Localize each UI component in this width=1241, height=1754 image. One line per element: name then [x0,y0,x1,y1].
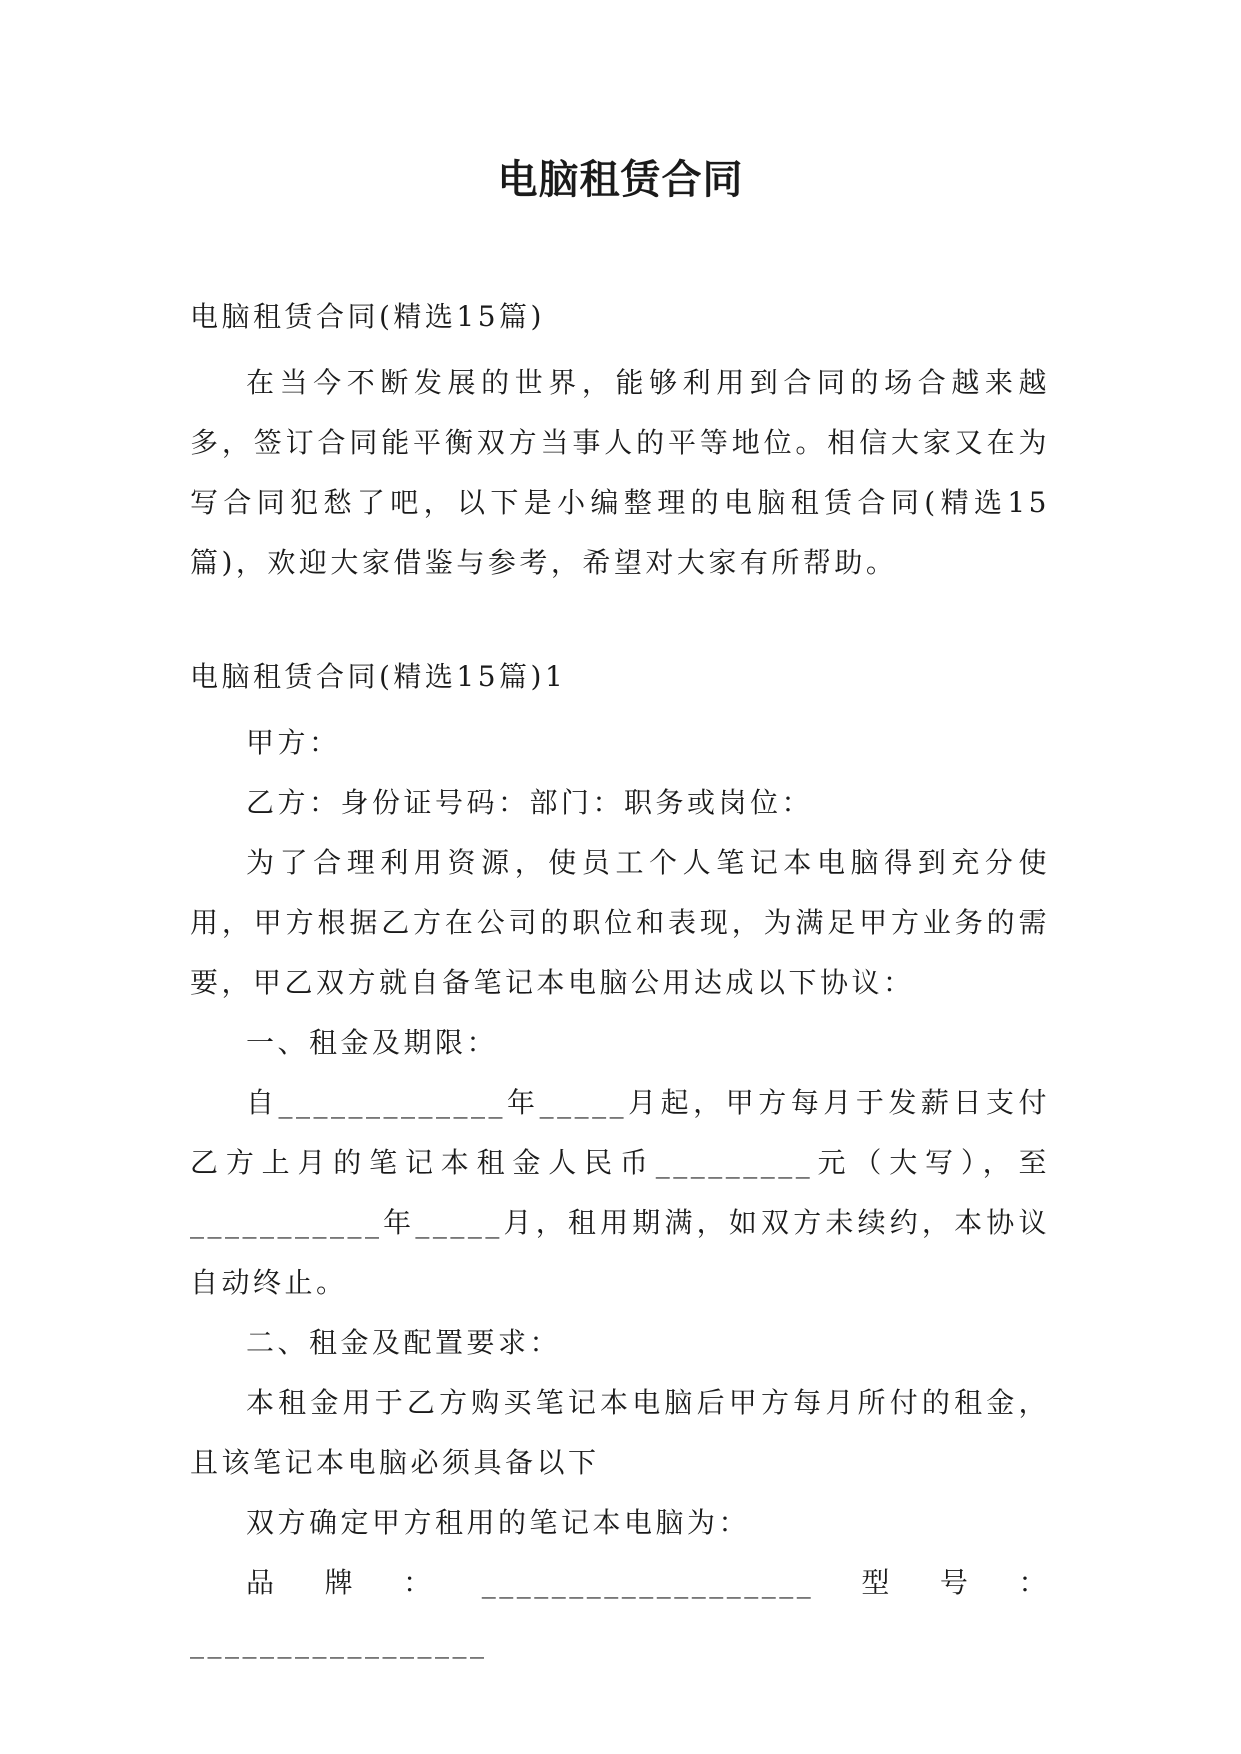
confirm-line: 双方确定甲方租用的笔记本电脑为： [246,1506,751,1539]
intro-paragraph: 在当今不断发展的世界，能够利用到合同的场合越来越多，签订合同能平衡双方当事人的平等地位。相信大家又在为写合同犯愁了吧，以下是小编整理的电脑租赁合同(精选15篇)，欢迎大家借鉴与参考，希望对大家有所帮助。 [190,366,1050,579]
clause-1-heading: 一、租金及期限： [246,1026,499,1059]
document-body [190,287,1050,1673]
party-b-line: 乙方：身份证号码：部门：职务或岗位： [246,786,814,819]
clause-1-body: 自_____________年_____月起，甲方每月于发薪日支付乙方上月的笔记本租金人民币_________元（大写），至___________年_____月，租用期满，如双方未续约，本协议自动终止。 [190,1086,1050,1299]
purpose-paragraph: 为了合理利用资源，使员工个人笔记本电脑得到充分使用，甲方根据乙方在公司的职位和表现，为满足甲方业务的需要，甲乙双方就自备笔记本电脑公用达成以下协议： [190,846,1050,999]
document-title: 电脑租赁合同 [497,156,744,203]
clause-2-heading: 二、租金及配置要求： [246,1326,562,1359]
document-subtitle: 电脑租赁合同(精选15篇) [190,300,545,333]
brand-model-line: 品牌：___________________型号：_________________ [190,1566,1050,1659]
party-a-line: 甲方： [246,726,341,759]
clause-2-body: 本租金用于乙方购买笔记本电脑后甲方每月所付的租金，且该笔记本电脑必须具备以下 [190,1386,1050,1479]
section-heading: 电脑租赁合同(精选15篇)1 [190,660,567,693]
